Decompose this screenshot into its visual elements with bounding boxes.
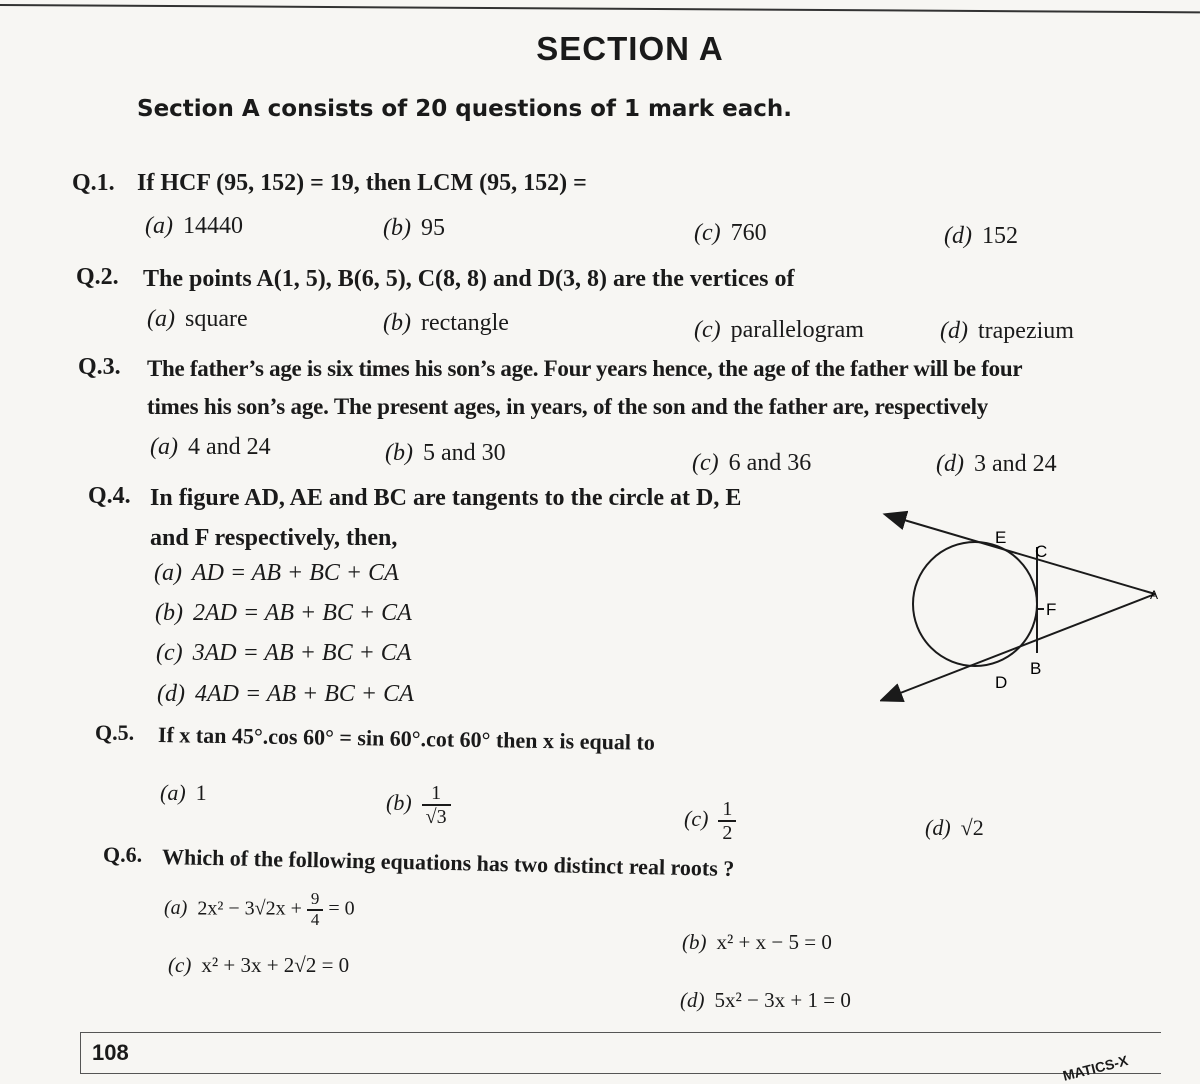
label-d: D xyxy=(995,673,1008,692)
option-label: (b) xyxy=(383,215,411,241)
q2-option-c xyxy=(694,317,864,344)
q4-option-b xyxy=(155,600,412,627)
fraction-denominator: √3 xyxy=(425,806,447,828)
option-label: (d) xyxy=(925,815,951,840)
option-text: 3AD = AB + BC + CA xyxy=(192,640,412,666)
option-text: 6 and 36 xyxy=(728,450,812,476)
option-label: (c) xyxy=(168,953,192,977)
option-label: (b) xyxy=(155,600,183,626)
option-text: 5x² − 3x + 1 = 0 xyxy=(714,988,851,1012)
option-label: (d) xyxy=(936,451,964,477)
q2-option-b xyxy=(383,310,509,337)
q3-option-c xyxy=(692,450,811,477)
option-text: x² + x − 5 = 0 xyxy=(716,930,832,954)
q1-option-d xyxy=(944,223,1018,250)
q2-option-d xyxy=(940,318,1074,345)
option-label: (d) xyxy=(944,223,972,249)
option-text: x² + 3x + 2√2 = 0 xyxy=(201,953,350,977)
section-title: SECTION A xyxy=(536,30,724,67)
option-label: (c) xyxy=(684,806,709,832)
option-text: trapezium xyxy=(977,318,1074,344)
option-label: (c) xyxy=(694,220,721,246)
q6-option-c xyxy=(168,953,349,978)
option-label: (a) xyxy=(150,434,178,460)
q2-option-a xyxy=(147,306,248,333)
q3-option-b xyxy=(385,440,506,467)
fraction-denominator: 4 xyxy=(310,909,320,929)
option-label: (a) xyxy=(145,213,173,239)
option-text: 152 xyxy=(981,223,1018,249)
fraction-numerator: 9 xyxy=(307,890,324,911)
option-text: 3 and 24 xyxy=(973,451,1057,477)
option-text: 1 xyxy=(195,780,207,805)
option-text: 760 xyxy=(730,220,767,246)
option-label: (d) xyxy=(680,988,705,1012)
q1-number: Q.1. xyxy=(72,170,115,196)
top-rule xyxy=(0,4,1200,13)
tangent-circle-figure xyxy=(880,505,1170,705)
q4-number: Q.4. xyxy=(88,483,131,509)
option-text: 95 xyxy=(420,215,445,241)
q6-option-b xyxy=(682,930,832,955)
label-c: C xyxy=(1035,542,1048,561)
q5-option-a xyxy=(160,780,207,806)
option-text: √2 xyxy=(960,815,984,840)
q4-option-c xyxy=(156,640,411,667)
option-label: (c) xyxy=(692,450,719,476)
q5-text-content: If x tan 45°.cos 60° = sin 60°.cot 60° then x is equal to xyxy=(157,722,656,755)
q4-option-a xyxy=(154,560,399,587)
q6-text xyxy=(162,844,735,882)
q6-number: Q.6. xyxy=(103,842,143,867)
section-intro: Section A consists of 20 questions of 1 mark each. xyxy=(137,96,792,122)
footer-box xyxy=(80,1032,1161,1074)
tangent-line-ae xyxy=(894,517,1155,594)
option-text: 5 and 30 xyxy=(422,440,506,466)
option-text: AD = AB + BC + CA xyxy=(191,560,399,586)
equation-part: 2x² − 3√2x + xyxy=(197,897,302,920)
q1-text: If HCF (95, 152) = 19, then LCM (95, 152) = xyxy=(137,170,587,196)
q2-number: Q.2. xyxy=(76,264,119,290)
fraction-denominator: 2 xyxy=(722,822,733,844)
q3-text-line1: The father’s age is six times his son’s age. Four years hence, the age of the father will be four xyxy=(147,356,1023,381)
label-b: B xyxy=(1030,659,1042,678)
label-f: F xyxy=(1046,600,1057,619)
option-label: (c) xyxy=(694,317,721,343)
q1-option-c xyxy=(694,220,767,247)
q6-option-d xyxy=(680,988,851,1013)
q4-option-d xyxy=(157,681,414,708)
option-label: (d) xyxy=(940,318,968,344)
q4-text-line2: and F respectively, then, xyxy=(150,525,398,551)
equation-part: = 0 xyxy=(328,897,355,920)
q1-option-a xyxy=(145,213,243,240)
option-text: 2AD = AB + BC + CA xyxy=(192,600,412,626)
q5-option-c xyxy=(684,798,736,844)
fraction xyxy=(307,890,324,929)
option-label: (b) xyxy=(386,790,412,816)
option-label: (a) xyxy=(154,560,182,586)
fraction-numerator: 1 xyxy=(422,782,451,806)
label-a: A xyxy=(1150,588,1159,602)
option-text: rectangle xyxy=(420,310,509,336)
option-text: 4 and 24 xyxy=(187,434,271,460)
q4-text-line1: In figure AD, AE and BC are tangents to the circle at D, E xyxy=(150,485,742,511)
fraction xyxy=(422,782,451,828)
option-label: (a) xyxy=(164,897,188,920)
option-label: (b) xyxy=(383,310,411,336)
q5-option-d xyxy=(925,815,984,841)
option-label: (a) xyxy=(147,306,175,332)
q5-text xyxy=(158,722,655,756)
q6-option-a xyxy=(164,890,355,929)
q1-option-b xyxy=(383,215,445,242)
q3-text-line2: times his son’s age. The present ages, in years, of the son and the father are, respectively xyxy=(147,394,989,419)
option-label: (b) xyxy=(682,930,707,954)
option-text: 14440 xyxy=(182,213,243,239)
option-label: (a) xyxy=(160,780,186,805)
q3-number: Q.3. xyxy=(78,354,121,380)
option-label: (d) xyxy=(157,681,185,707)
option-label: (b) xyxy=(385,440,413,466)
q3-option-d xyxy=(936,451,1057,478)
option-text: square xyxy=(184,306,248,332)
q6-text-content: Which of the following equations has two distinct real roots ? xyxy=(161,844,735,881)
fraction-numerator: 1 xyxy=(718,798,736,822)
q5-option-b xyxy=(386,782,451,828)
option-text: 4AD = AB + BC + CA xyxy=(194,681,414,707)
label-e: E xyxy=(995,528,1007,547)
q3-option-a xyxy=(150,434,271,461)
footer-subject: MATICS-X xyxy=(1061,1052,1130,1084)
option-label: (c) xyxy=(156,640,183,666)
fraction xyxy=(718,798,736,844)
page-number: 108 xyxy=(92,1040,129,1065)
q2-text: The points A(1, 5), B(6, 5), C(8, 8) and D(3, 8) are the vertices of xyxy=(143,266,795,292)
q5-number: Q.5. xyxy=(95,720,135,745)
option-text: parallelogram xyxy=(730,317,864,343)
